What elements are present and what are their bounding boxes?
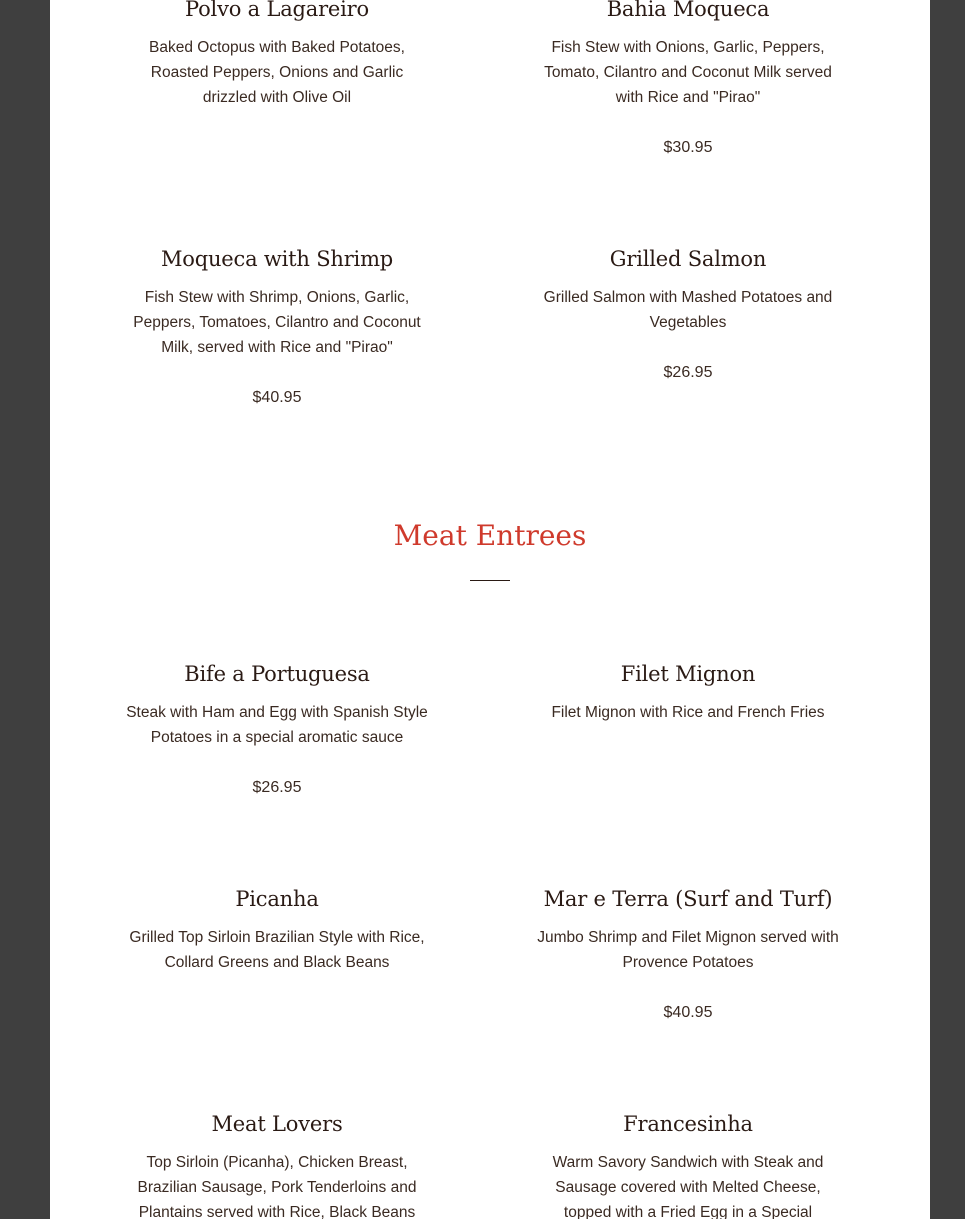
menu-item-mar-e-terra [523, 884, 853, 1025]
menu-item-name: Bife a Portuguesa [184, 662, 370, 686]
menu-item-name: Picanha [235, 887, 319, 911]
menu-item-description: Grilled Top Sirloin Brazilian Style with Rice, Collard Greens and Black Beans [129, 929, 425, 971]
menu-item-bife-a-portuguesa [112, 659, 442, 800]
menu-item-description: Steak with Ham and Egg with Spanish Style Potatoes in a special aromatic sauce [126, 704, 428, 746]
section-title-meat-entrees: Meat Entrees [393, 519, 587, 552]
menu-item-description: Fish Stew with Onions, Garlic, Peppers, Tomato, Cilantro and Coconut Milk served with Rice and "Pirao" [544, 39, 832, 106]
menu-item-price: $26.95 [663, 364, 713, 381]
menu-item-name: Polvo a Lagareiro [185, 0, 369, 21]
menu-item-price: $30.95 [663, 139, 713, 156]
menu-item-description: Baked Octopus with Baked Potatoes, Roasted Peppers, Onions and Garlic drizzled with Olive Oil [149, 39, 405, 106]
menu-item-description: Grilled Salmon with Mashed Potatoes and Vegetables [543, 289, 833, 331]
menu-item-moqueca-with-shrimp [112, 244, 442, 410]
menu-item-francesinha [523, 1109, 853, 1219]
menu-item-name: Bahia Moqueca [606, 0, 770, 21]
menu-item-grilled-salmon [523, 244, 853, 385]
menu-item-description: Filet Mignon with Rice and French Fries [551, 704, 825, 721]
menu-item-description: Warm Savory Sandwich with Steak and Sausage covered with Melted Cheese, topped with a Fried Egg in a Special [552, 1154, 824, 1219]
menu-item-name: Francesinha [623, 1112, 753, 1136]
menu-item-price: $40.95 [252, 389, 302, 406]
menu-item-picanha [112, 884, 442, 975]
menu-item-name: Moqueca with Shrimp [160, 247, 394, 271]
menu-item-name: Mar e Terra (Surf and Turf) [543, 887, 833, 911]
menu-item-description: Jumbo Shrimp and Filet Mignon served with Provence Potatoes [537, 929, 839, 971]
menu-item-name: Meat Lovers [211, 1112, 343, 1136]
menu-item-name: Filet Mignon [620, 662, 756, 686]
menu-item-bahia-moqueca [523, 0, 853, 160]
section-divider [470, 580, 510, 581]
menu-item-name: Grilled Salmon [609, 247, 767, 271]
menu-item-meat-lovers [112, 1109, 442, 1219]
menu-item-price: $40.95 [663, 1004, 713, 1021]
menu-item-price: $26.95 [252, 779, 302, 796]
menu-item-polvo-a-lagareiro [112, 0, 442, 110]
menu-item-description: Top Sirloin (Picanha), Chicken Breast, Brazilian Sausage, Pork Tenderloins and Plantains served with Rice, Black Beans [137, 1154, 417, 1219]
menu-item-description: Fish Stew with Shrimp, Onions, Garlic, Peppers, Tomatoes, Cilantro and Coconut Milk, served with Rice and "Pirao" [133, 289, 421, 356]
menu-page [50, 0, 930, 1219]
menu-item-filet-mignon [523, 659, 853, 725]
